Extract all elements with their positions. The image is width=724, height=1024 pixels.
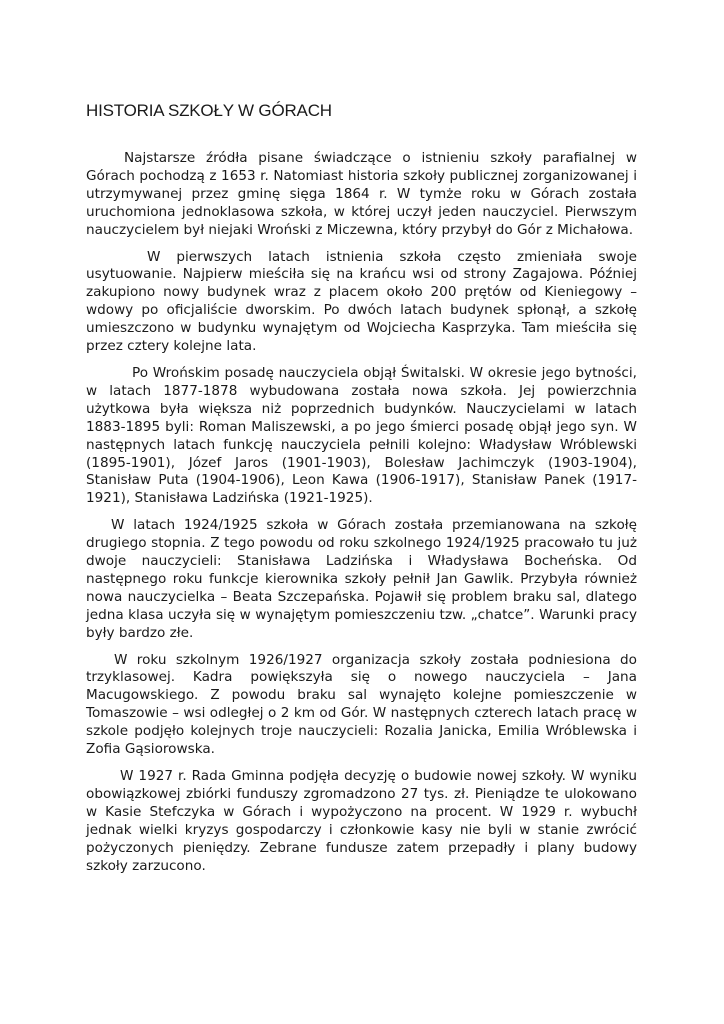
paragraph-3: Po Wrońskim posadę nauczyciela objął Świtalski. W okresie jego bytności, w latach 1877-1878 wybudowana została nowa szkoła. Jej powierzchnia użytkowa była większa niż poprzednich budynków. Nauczycielami w latach 1883-1895 byli: Roman Maliszewski, a po jego śmierci posadę objął jego syn. W następnych latach funkcję nauczyciela pełnili kolejno: Władysław Wróblewski (1895-1901), Józef Jaros (1901-1903), Bolesław Jachimczyk (1903-1904), Stanisław Puta (1904-1906), Leon Kawa (1906-1917), Stanisław Panek (1917-1921), Stanisława Ladzińska (1921-1925). bbox=[86, 364, 637, 507]
paragraph-5: W roku szkolnym 1926/1927 organizacja szkoły została podniesiona do trzyklasowej. Kadra powiększyła się o nowego nauczyciela – Jana Macugowskiego. Z powodu braku sal wynajęto kolejne pomieszczenie w Tomaszowie – wsi odległej o 2 km od Gór. W następnych czterech latach pracę w szkole podjęło kolejnych troje nauczycieli: Rozalia Janicka, Emilia Wróblewska i Zofia Gąsiorowska. bbox=[86, 651, 637, 758]
paragraph-4: W latach 1924/1925 szkoła w Górach została przemianowana na szkołę drugiego stopnia. Z tego powodu od roku szkolnego 1924/1925 pracowało tu już dwoje nauczycieli: Stanisława Ladzińska i Władysława Bocheńska. Od następnego roku funkcje kierownika szkoły pełnił Jan Gawlik. Przybyła również nowa nauczycielka – Beata Szczepańska. Pojawił się problem braku sal, dlatego jedna klasa uczyła się w wynajętym pomieszczeniu tzw. „chatce”. Warunki pracy były bardzo złe. bbox=[86, 517, 637, 641]
paragraph-6: W 1927 r. Rada Gminna podjęła decyzję o budowie nowej szkoły. W wyniku obowiązkowej zbiórki funduszy zgromadzono 27 tys. zł. Pieniądze te ulokowano w Kasie Stefczyka w Górach i wypożyczono na procent. W 1929 r. wybuchł jednak wielki kryzys gospodarczy i członkowie kasy nie byli w stanie zwrócić pożyczonych pieniędzy. Zebrane fundusze zatem przepadły i plany budowy szkoły zarzucono. bbox=[86, 768, 637, 874]
document-body bbox=[86, 150, 637, 884]
document-title: HISTORIA SZKOŁY W GÓRACH bbox=[86, 101, 332, 120]
paragraph-2: W pierwszych latach istnienia szkoła często zmieniała swoje usytuowanie. Najpierw mieściła się na krańcu wsi od strony Zagajowa. Później zakupiono nowy budynek wraz z placem około 200 prętów od Kieniegowy – wdowy po oficjaliście dworskim. Po dwóch latach budynek spłonął, a szkołę umieszczono w budynku wynajętym od Wojciecha Kasprzyka. Tam mieściła się przez cztery kolejne lata. bbox=[86, 248, 637, 355]
paragraph-1: Najstarsze źródła pisane świadczące o istnieniu szkoły parafialnej w Górach pochodzą z 1653 r. Natomiast historia szkoły publicznej zorganizowanej i utrzymywanej przez gminę sięga 1864 r. W tymże roku w Górach została uruchomiona jednoklasowa szkoła, w której uczył jeden nauczyciel. Pierwszym nauczycielem był niejaki Wroński z Miczewna, który przybył do Gór z Michałowa. bbox=[86, 150, 637, 238]
